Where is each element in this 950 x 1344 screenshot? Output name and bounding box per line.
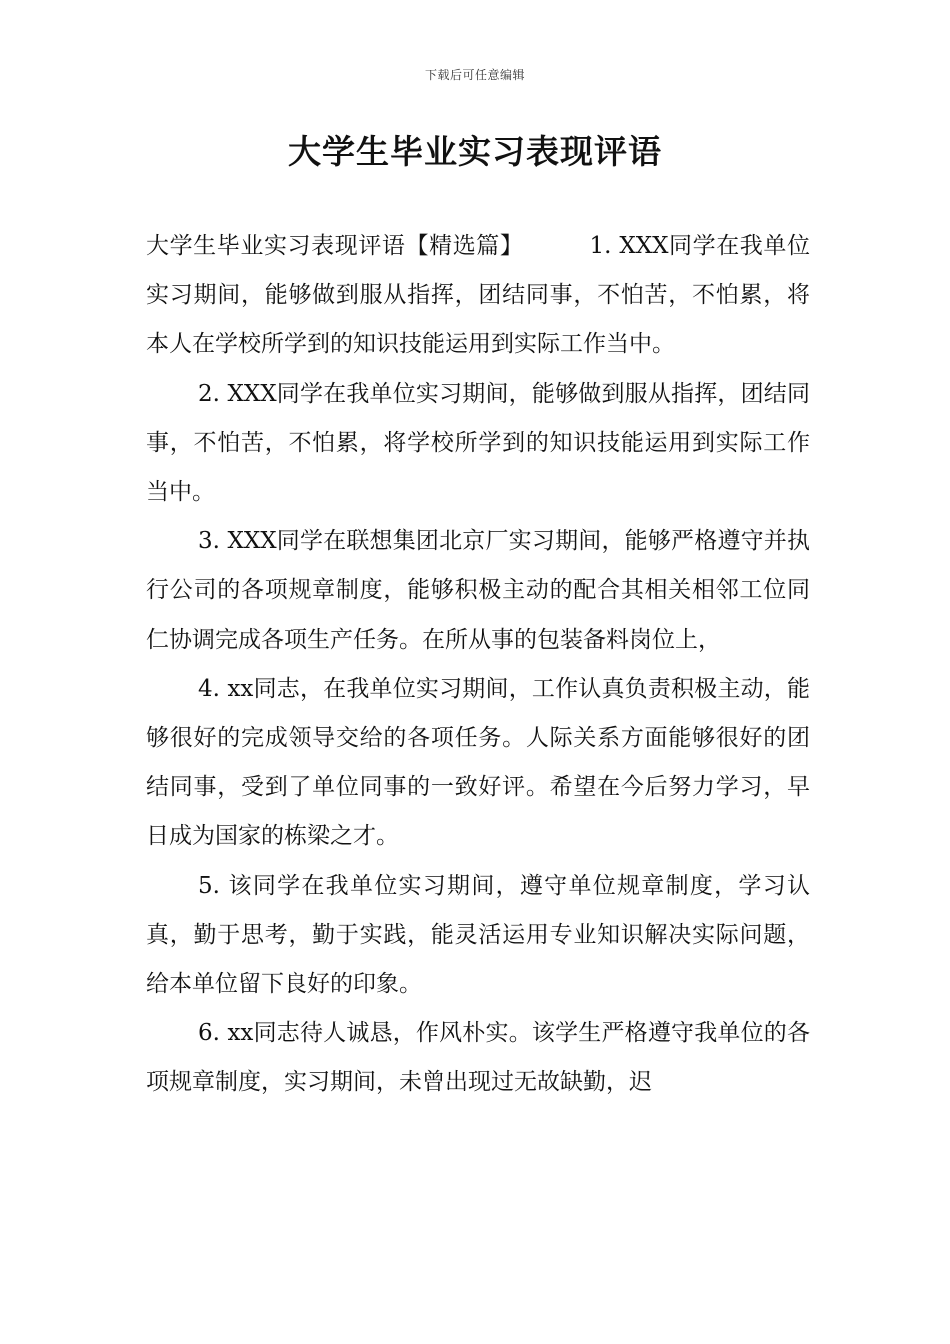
document-body — [146, 222, 810, 1108]
header-note: 下载后可任意编辑 — [424, 68, 525, 82]
intro-heading: 大学生毕业实习表现评语【精选篇】 — [146, 233, 524, 259]
paragraph-4: 4. xx同志，在我单位实习期间，工作认真负责积极主动，能够很好的完成领导交给的各项任务。人际关系方面能够很好的团结同事，受到了单位同事的一致好评。希望在今后努力学习，早日成为国家的栋梁之才。 — [146, 675, 810, 850]
document-title: 大学生毕业实习表现评语 — [288, 132, 662, 171]
paragraph-3: 3. XXX同学在联想集团北京厂实习期间，能够严格遵守并执行公司的各项规章制度，能够积极主动的配合其相关相邻工位同仁协调完成各项生产任务。在所从事的包装备料岗位上， — [146, 528, 810, 653]
intro-paragraph — [146, 222, 810, 370]
paragraph-5: 5. 该同学在我单位实习期间，遵守单位规章制度，学习认真，勤于思考，勤于实践，能灵活运用专业知识解决实际问题，给本单位留下良好的印象。 — [146, 872, 810, 998]
paragraph-2: 2. XXX同学在我单位实习期间，能够做到服从指挥，团结同事，不怕苦，不怕累，将学校所学到的知识技能运用到实际工作当中。 — [146, 380, 810, 506]
intro-text: 1. XXX同学在我单位实习期间，能够做到服从指挥，团结同事，不怕苦，不怕累，将本人在学校所学到的知识技能运用到实际工作当中。 — [146, 233, 810, 358]
paragraph-6: 6. xx同志待人诚恳，作风朴实。该学生严格遵守我单位的各项规章制度，实习期间，未曾出现过无故缺勤，迟 — [146, 1020, 810, 1096]
